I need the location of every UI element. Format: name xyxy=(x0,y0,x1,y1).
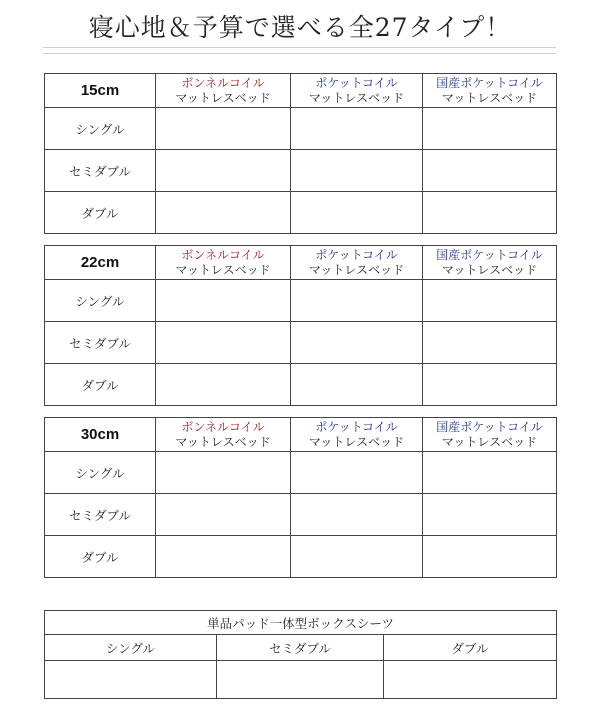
column-type: マットレスベッド xyxy=(308,90,405,105)
row-label: セミダブル xyxy=(45,322,156,364)
row-label: シングル xyxy=(45,108,156,150)
size-table-15cm xyxy=(44,73,557,234)
table-cell xyxy=(423,364,557,406)
size-label: 15cm xyxy=(45,74,156,108)
column-brand: 国産ポケットコイル xyxy=(436,75,543,90)
table-cell xyxy=(291,364,423,406)
column-brand: ボンネルコイル xyxy=(181,247,265,262)
table-row xyxy=(45,108,557,150)
table-row xyxy=(45,150,557,192)
box-sheet-title: 単品パッド一体型ボックスシーツ xyxy=(45,611,557,635)
column-type: マットレスベッド xyxy=(308,262,405,277)
table-cell xyxy=(156,322,291,364)
table-cell xyxy=(156,364,291,406)
table-cell xyxy=(156,150,291,192)
table-cell xyxy=(291,150,423,192)
column-type: マットレスベッド xyxy=(441,90,538,105)
title-divider-bottom xyxy=(43,53,556,54)
column-brand: ボンネルコイル xyxy=(181,75,265,90)
table-header-row xyxy=(45,418,557,452)
table-cell xyxy=(384,661,557,699)
table-cell xyxy=(291,322,423,364)
column-brand: ポケットコイル xyxy=(315,247,398,262)
column-header-pocket xyxy=(291,418,423,452)
table-cell xyxy=(156,452,291,494)
title-divider-top xyxy=(43,47,556,48)
column-header-pocket xyxy=(291,74,423,108)
row-label: セミダブル xyxy=(45,494,156,536)
row-label: セミダブル xyxy=(45,150,156,192)
table-cell xyxy=(423,280,557,322)
table-cell xyxy=(156,536,291,578)
table-row xyxy=(45,494,557,536)
column-header-pocket xyxy=(291,246,423,280)
column-brand: ポケットコイル xyxy=(315,75,398,90)
column-type: マットレスベッド xyxy=(175,434,271,449)
row-label: ダブル xyxy=(45,364,156,406)
table-row xyxy=(45,536,557,578)
table-header-row xyxy=(45,74,557,108)
table-cell xyxy=(423,536,557,578)
table-row xyxy=(45,280,557,322)
table-cell xyxy=(217,661,384,699)
column-header-bonnell xyxy=(156,246,291,280)
table-cell xyxy=(423,150,557,192)
column-type: マットレスベッド xyxy=(175,262,271,277)
column-header-domestic-pocket xyxy=(423,246,557,280)
table-cell xyxy=(291,494,423,536)
row-label: シングル xyxy=(45,452,156,494)
table-cell xyxy=(423,452,557,494)
box-sheet-title-row xyxy=(45,611,557,635)
size-table-30cm xyxy=(44,417,557,578)
row-label: シングル xyxy=(45,280,156,322)
table-cell xyxy=(291,192,423,234)
table-cell xyxy=(156,280,291,322)
column-header-bonnell xyxy=(156,418,291,452)
table-cell xyxy=(291,536,423,578)
table-cell xyxy=(423,322,557,364)
box-sheet-column-label: セミダブル xyxy=(217,635,384,661)
table-cell xyxy=(423,192,557,234)
table-cell xyxy=(291,452,423,494)
box-sheet-column-label: ダブル xyxy=(384,635,557,661)
row-label: ダブル xyxy=(45,536,156,578)
column-type: マットレスベッド xyxy=(441,434,538,449)
column-header-bonnell xyxy=(156,74,291,108)
page-title: 寝心地＆予算で選べる全27タイプ！ xyxy=(88,13,512,42)
size-table-22cm xyxy=(44,245,557,406)
column-type: マットレスベッド xyxy=(175,90,271,105)
table-cell xyxy=(423,108,557,150)
table-cell xyxy=(291,280,423,322)
table-cell xyxy=(156,108,291,150)
column-brand: 国産ポケットコイル xyxy=(436,419,543,434)
table-cell xyxy=(156,494,291,536)
box-sheet-column-label: シングル xyxy=(45,635,217,661)
box-sheet-table xyxy=(44,610,557,699)
table-header-row xyxy=(45,246,557,280)
column-type: マットレスベッド xyxy=(308,434,405,449)
table-cell xyxy=(423,494,557,536)
column-brand: 国産ポケットコイル xyxy=(436,247,543,262)
column-brand: ボンネルコイル xyxy=(181,419,265,434)
size-label: 22cm xyxy=(45,246,156,280)
row-label: ダブル xyxy=(45,192,156,234)
table-row xyxy=(45,452,557,494)
table-row xyxy=(45,364,557,406)
table-row xyxy=(45,192,557,234)
table-cell xyxy=(45,661,217,699)
size-label: 30cm xyxy=(45,418,156,452)
table-cell xyxy=(291,108,423,150)
table-row xyxy=(45,661,557,699)
column-brand: ポケットコイル xyxy=(315,419,398,434)
table-row xyxy=(45,322,557,364)
box-sheet-header-row xyxy=(45,635,557,661)
column-header-domestic-pocket xyxy=(423,74,557,108)
table-cell xyxy=(156,192,291,234)
column-type: マットレスベッド xyxy=(441,262,538,277)
column-header-domestic-pocket xyxy=(423,418,557,452)
